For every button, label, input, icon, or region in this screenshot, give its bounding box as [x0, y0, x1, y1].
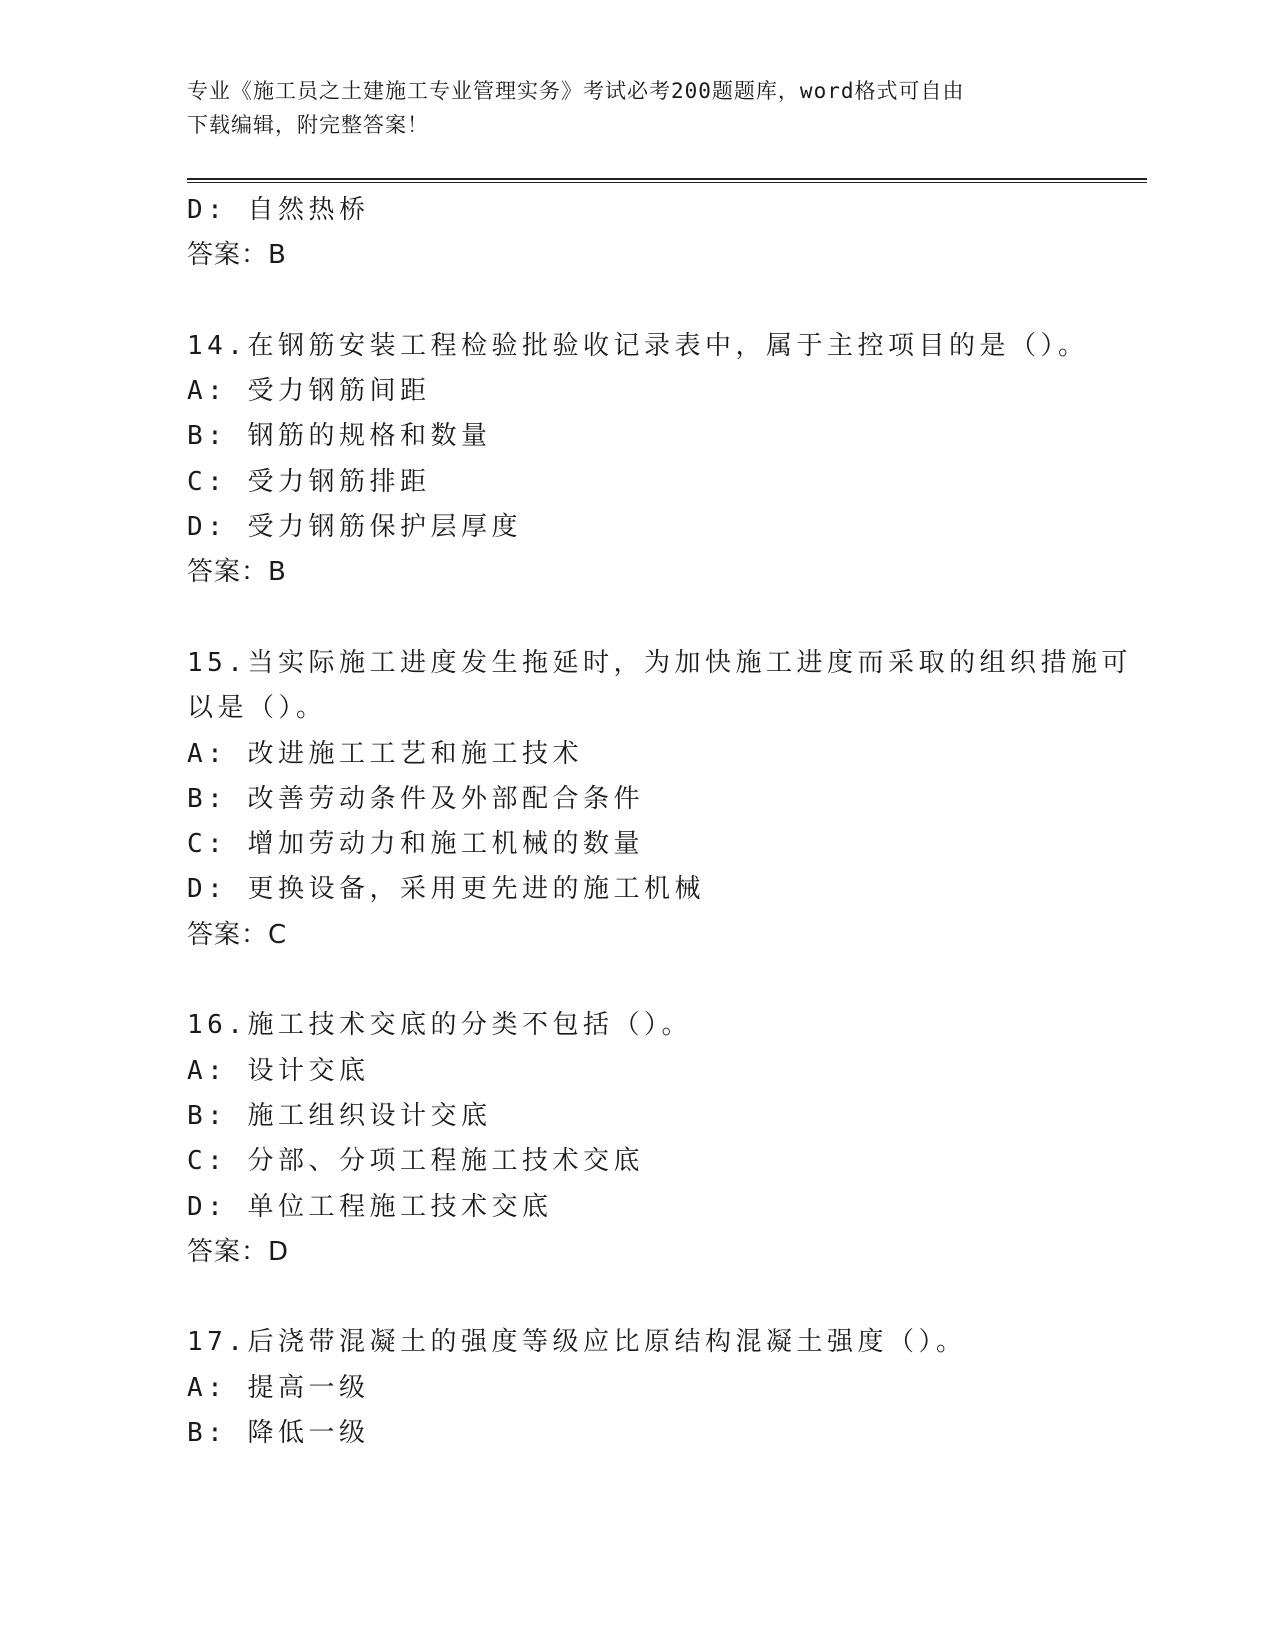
- option-b: B: 钢筋的规格和数量: [187, 421, 492, 452]
- answer-line: 答案：C: [187, 919, 288, 950]
- option-c: C: 分部、分项工程施工技术交底: [187, 1146, 644, 1177]
- option-d: D: 受力钢筋保护层厚度: [187, 512, 522, 543]
- option-a: A: 受力钢筋间距: [187, 376, 431, 407]
- option-d: D: 自然热桥: [187, 195, 370, 225]
- option-a: A: 设计交底: [187, 1055, 370, 1086]
- question-text: 17.后浇带混凝土的强度等级应比原结构混凝土强度（）。: [187, 1327, 967, 1358]
- spacer: [187, 279, 1147, 324]
- option-a: A: 改进施工工艺和施工技术: [187, 738, 583, 769]
- option-c: C: 受力钢筋排距: [187, 466, 431, 497]
- question-text-continued: 以是（）。: [187, 693, 327, 724]
- question-16: [187, 1003, 1147, 1275]
- spacer: [187, 1275, 1147, 1320]
- answer-line: 答案：B: [187, 557, 287, 588]
- question-text: 16.施工技术交底的分类不包括（）。: [187, 1010, 692, 1041]
- question-14: [187, 324, 1147, 596]
- question-17: [187, 1320, 1147, 1456]
- question-15: [187, 641, 1147, 958]
- spacer: [187, 596, 1147, 641]
- question-text: 14.在钢筋安装工程检验批验收记录表中，属于主控项目的是（）。: [187, 330, 1089, 361]
- question-text: 15.当实际施工进度发生拖延时，为加快施工进度而采取的组织措施可: [187, 647, 1132, 678]
- spacer: [187, 958, 1147, 1003]
- option-c: C: 增加劳动力和施工机械的数量: [187, 829, 644, 860]
- option-b: B: 降低一级: [187, 1418, 370, 1449]
- header-title-line-1: 专业《施工员之土建施工专业管理实务》考试必考200题题库，word格式可自由: [187, 79, 965, 103]
- answer-line: 答案：D: [187, 1236, 290, 1267]
- header-divider: [187, 178, 1147, 183]
- question-list: [187, 188, 1147, 1456]
- option-b: B: 施工组织设计交底: [187, 1100, 492, 1131]
- header-title-line-2: 下载编辑，附完整答案！: [187, 113, 429, 137]
- option-d: D: 单位工程施工技术交底: [187, 1191, 553, 1222]
- option-a: A: 提高一级: [187, 1372, 370, 1403]
- answer-line: 答案：B: [187, 240, 287, 271]
- option-d: D: 更换设备，采用更先进的施工机械: [187, 874, 705, 905]
- page-header: [187, 74, 1067, 142]
- option-b: B: 改善劳动条件及外部配合条件: [187, 783, 644, 814]
